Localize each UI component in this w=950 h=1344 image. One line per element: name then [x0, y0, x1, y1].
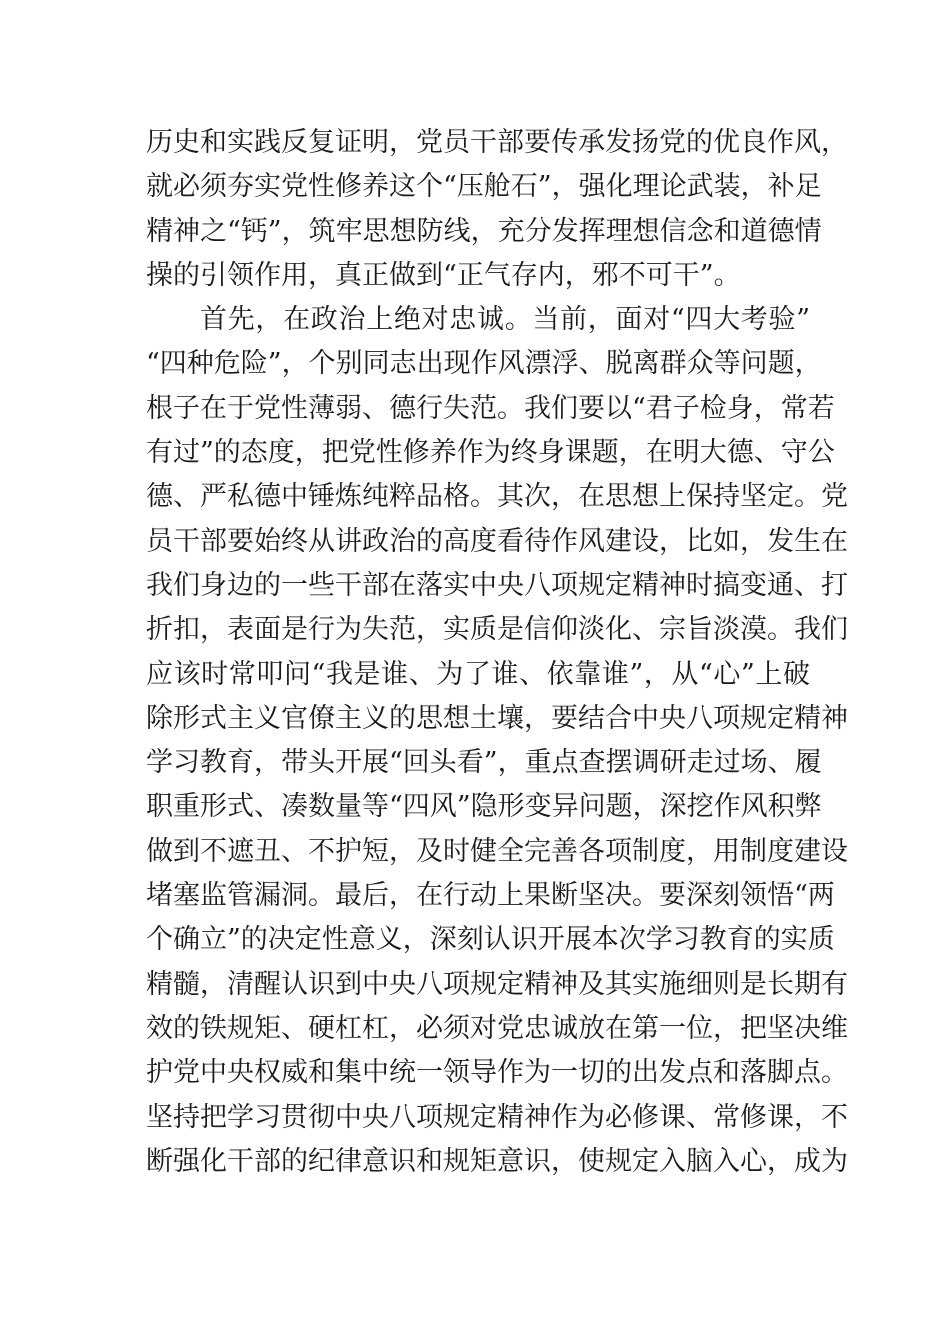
text-line: 根子在于党性薄弱、德行失范。我们要以“君子检身，常若: [146, 392, 835, 424]
text-line: 堵塞监管漏洞。最后，在行动上果断坚决。要深刻领悟“两: [146, 880, 835, 912]
text-line: 德、严私德中锤炼纯粹品格。其次，在思想上保持坚定。党: [146, 481, 848, 513]
text-line: 就必须夯实党性修养这个“压舱石”，强化理论武装，补足: [146, 171, 822, 203]
text-line: “四种危险”，个别同志出现作风漂浮、脱离群众等问题，: [146, 348, 822, 380]
text-line: 历史和实践反复证明，党员干部要传承发扬党的优良作风，: [146, 127, 848, 158]
text-line: 学习教育，带头开展“回头看”，重点查摆调研走过场、履: [146, 747, 822, 779]
text-line: 护党中央权威和集中统一领导作为一切的出发点和落脚点。: [146, 1057, 848, 1089]
text-line: 坚持把学习贯彻中央八项规定精神作为必修课、常修课，不: [146, 1101, 848, 1133]
body-text: [146, 121, 848, 1184]
text-line: 应该时常叩问“我是谁、为了谁、依靠谁”，从“心”上破: [146, 658, 810, 690]
text-line: 员干部要始终从讲政治的高度看待作风建设，比如，发生在: [146, 525, 848, 557]
text-line: 操的引领作用，真正做到“正气存内，邪不可干”。: [146, 259, 741, 291]
text-line: 除形式主义官僚主义的思想土壤，要结合中央八项规定精神: [146, 702, 848, 734]
paragraph-first-line: 首先，在政治上绝对忠诚。当前，面对“四大考验”: [200, 304, 810, 336]
text-line: 精神之“钙”，筑牢思想防线，充分发挥理想信念和道德情: [146, 215, 822, 247]
text-line: 断强化干部的纪律意识和规矩意识，使规定入脑入心，成为: [146, 1145, 848, 1177]
text-line: 我们身边的一些干部在落实中央八项规定精神时搞变通、打: [146, 569, 848, 601]
text-line: 精髓，清醒认识到中央八项规定精神及其实施细则是长期有: [146, 968, 848, 1000]
text-line: 折扣，表面是行为失范，实质是信仰淡化、宗旨淡漠。我们: [146, 614, 848, 646]
text-line: 效的铁规矩、硬杠杠，必须对党忠诚放在第一位，把坚决维: [146, 1012, 848, 1044]
text-line: 做到不遮丑、不护短，及时健全完善各项制度，用制度建设: [146, 835, 848, 867]
text-line: 职重形式、凑数量等“四风”隐形变异问题，深挖作风积弊: [146, 791, 822, 823]
text-line: 个确立”的决定性意义，深刻认识开展本次学习教育的实质: [146, 924, 835, 956]
text-line: 有过”的态度，把党性修养作为终身课题，在明大德、守公: [146, 437, 835, 469]
